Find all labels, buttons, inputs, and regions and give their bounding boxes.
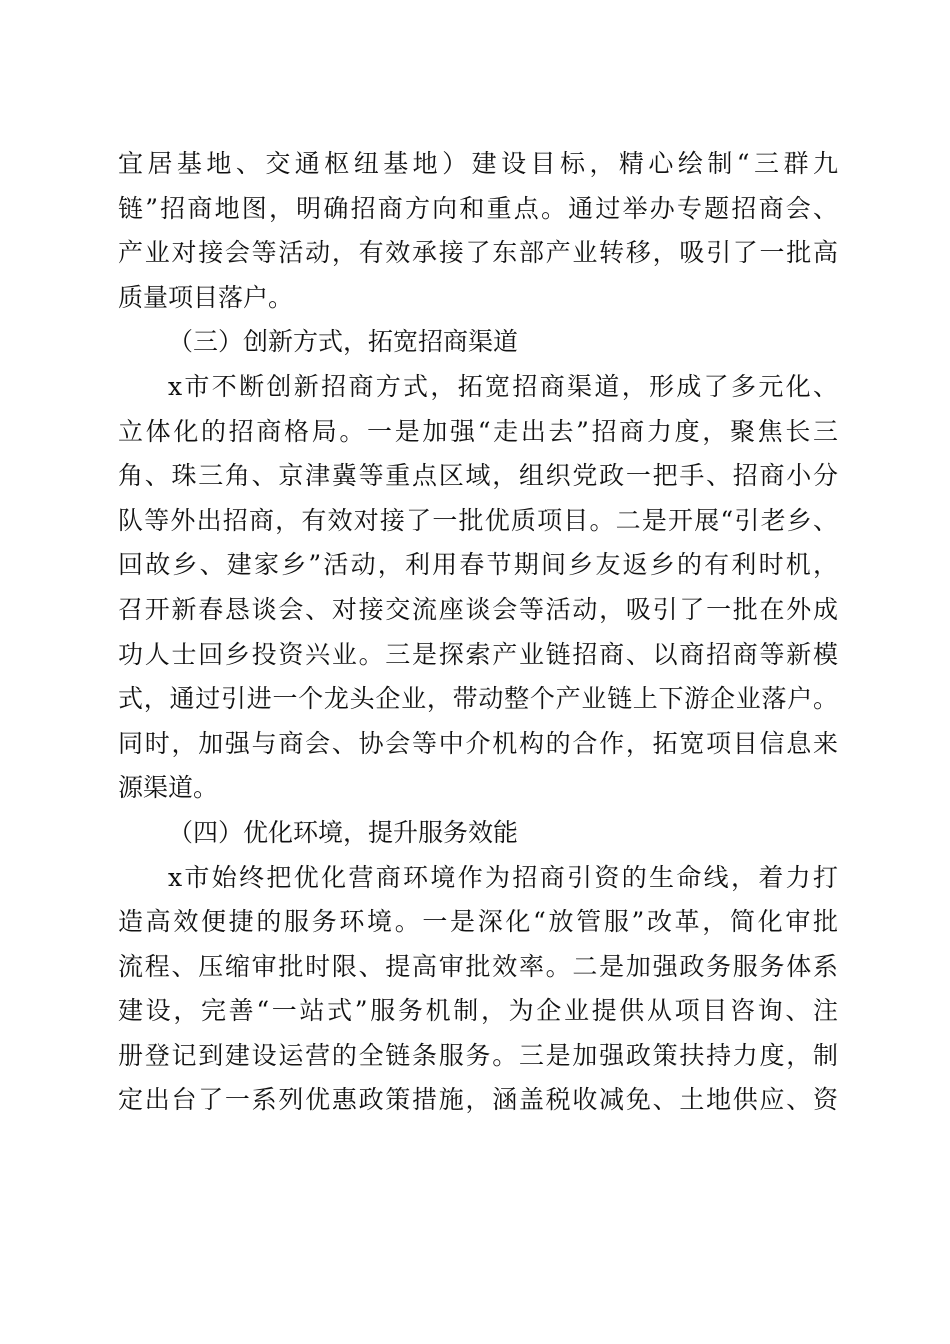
text-line: 产业对接会等活动，有效承接了东部产业转移，吸引了一批高 <box>118 238 838 268</box>
section-heading: （三）创新方式，拓宽招商渠道 <box>168 327 519 357</box>
text-line: 流程、压缩审批时限、提高审批效率。二是加强政务服务体系 <box>118 951 838 981</box>
text-line: x市不断创新招商方式，拓宽招商渠道，形成了多元化、 <box>168 371 838 401</box>
text-line: 质量项目落户。 <box>118 282 294 312</box>
text-line: x市始终把优化营商环境作为招商引资的生命线，着力打 <box>168 862 838 892</box>
text-line: 队等外出招商，有效对接了一批优质项目。二是开展“引老乡、 <box>118 505 838 535</box>
text-line: 源渠道。 <box>118 773 219 803</box>
text-line: 宜居基地、交通枢纽基地）建设目标，精心绘制“三群九 <box>118 149 838 178</box>
text-line: 链”招商地图，明确招商方向和重点。通过举办专题招商会、 <box>118 193 838 223</box>
text-line: 召开新春恳谈会、对接交流座谈会等活动，吸引了一批在外成 <box>118 594 838 624</box>
text-line: 角、珠三角、京津冀等重点区域，组织党政一把手、招商小分 <box>118 461 838 491</box>
text-line: 定出台了一系列优惠政策措施，涵盖税收减免、土地供应、资 <box>118 1085 838 1115</box>
section-heading: （四）优化环境，提升服务效能 <box>168 817 519 847</box>
text-line: 功人士回乡投资兴业。三是探索产业链招商、以商招商等新模 <box>118 639 838 669</box>
text-line: 回故乡、建家乡”活动，利用春节期间乡友返乡的有利时机， <box>118 550 838 580</box>
document-body <box>118 142 838 1123</box>
text-line: 册登记到建设运营的全链条服务。三是加强政策扶持力度，制 <box>118 1040 838 1070</box>
text-line: 式，通过引进一个龙头企业，带动整个产业链上下游企业落户。 <box>118 684 838 714</box>
text-line: 造高效便捷的服务环境。一是深化“放管服”改革，简化审批 <box>118 907 838 937</box>
text-line: 立体化的招商格局。一是加强“走出去”招商力度，聚焦长三 <box>118 416 838 446</box>
text-line: 建设，完善“一站式”服务机制，为企业提供从项目咨询、注 <box>118 996 838 1026</box>
text-line: 同时，加强与商会、协会等中介机构的合作，拓宽项目信息来 <box>118 728 838 758</box>
